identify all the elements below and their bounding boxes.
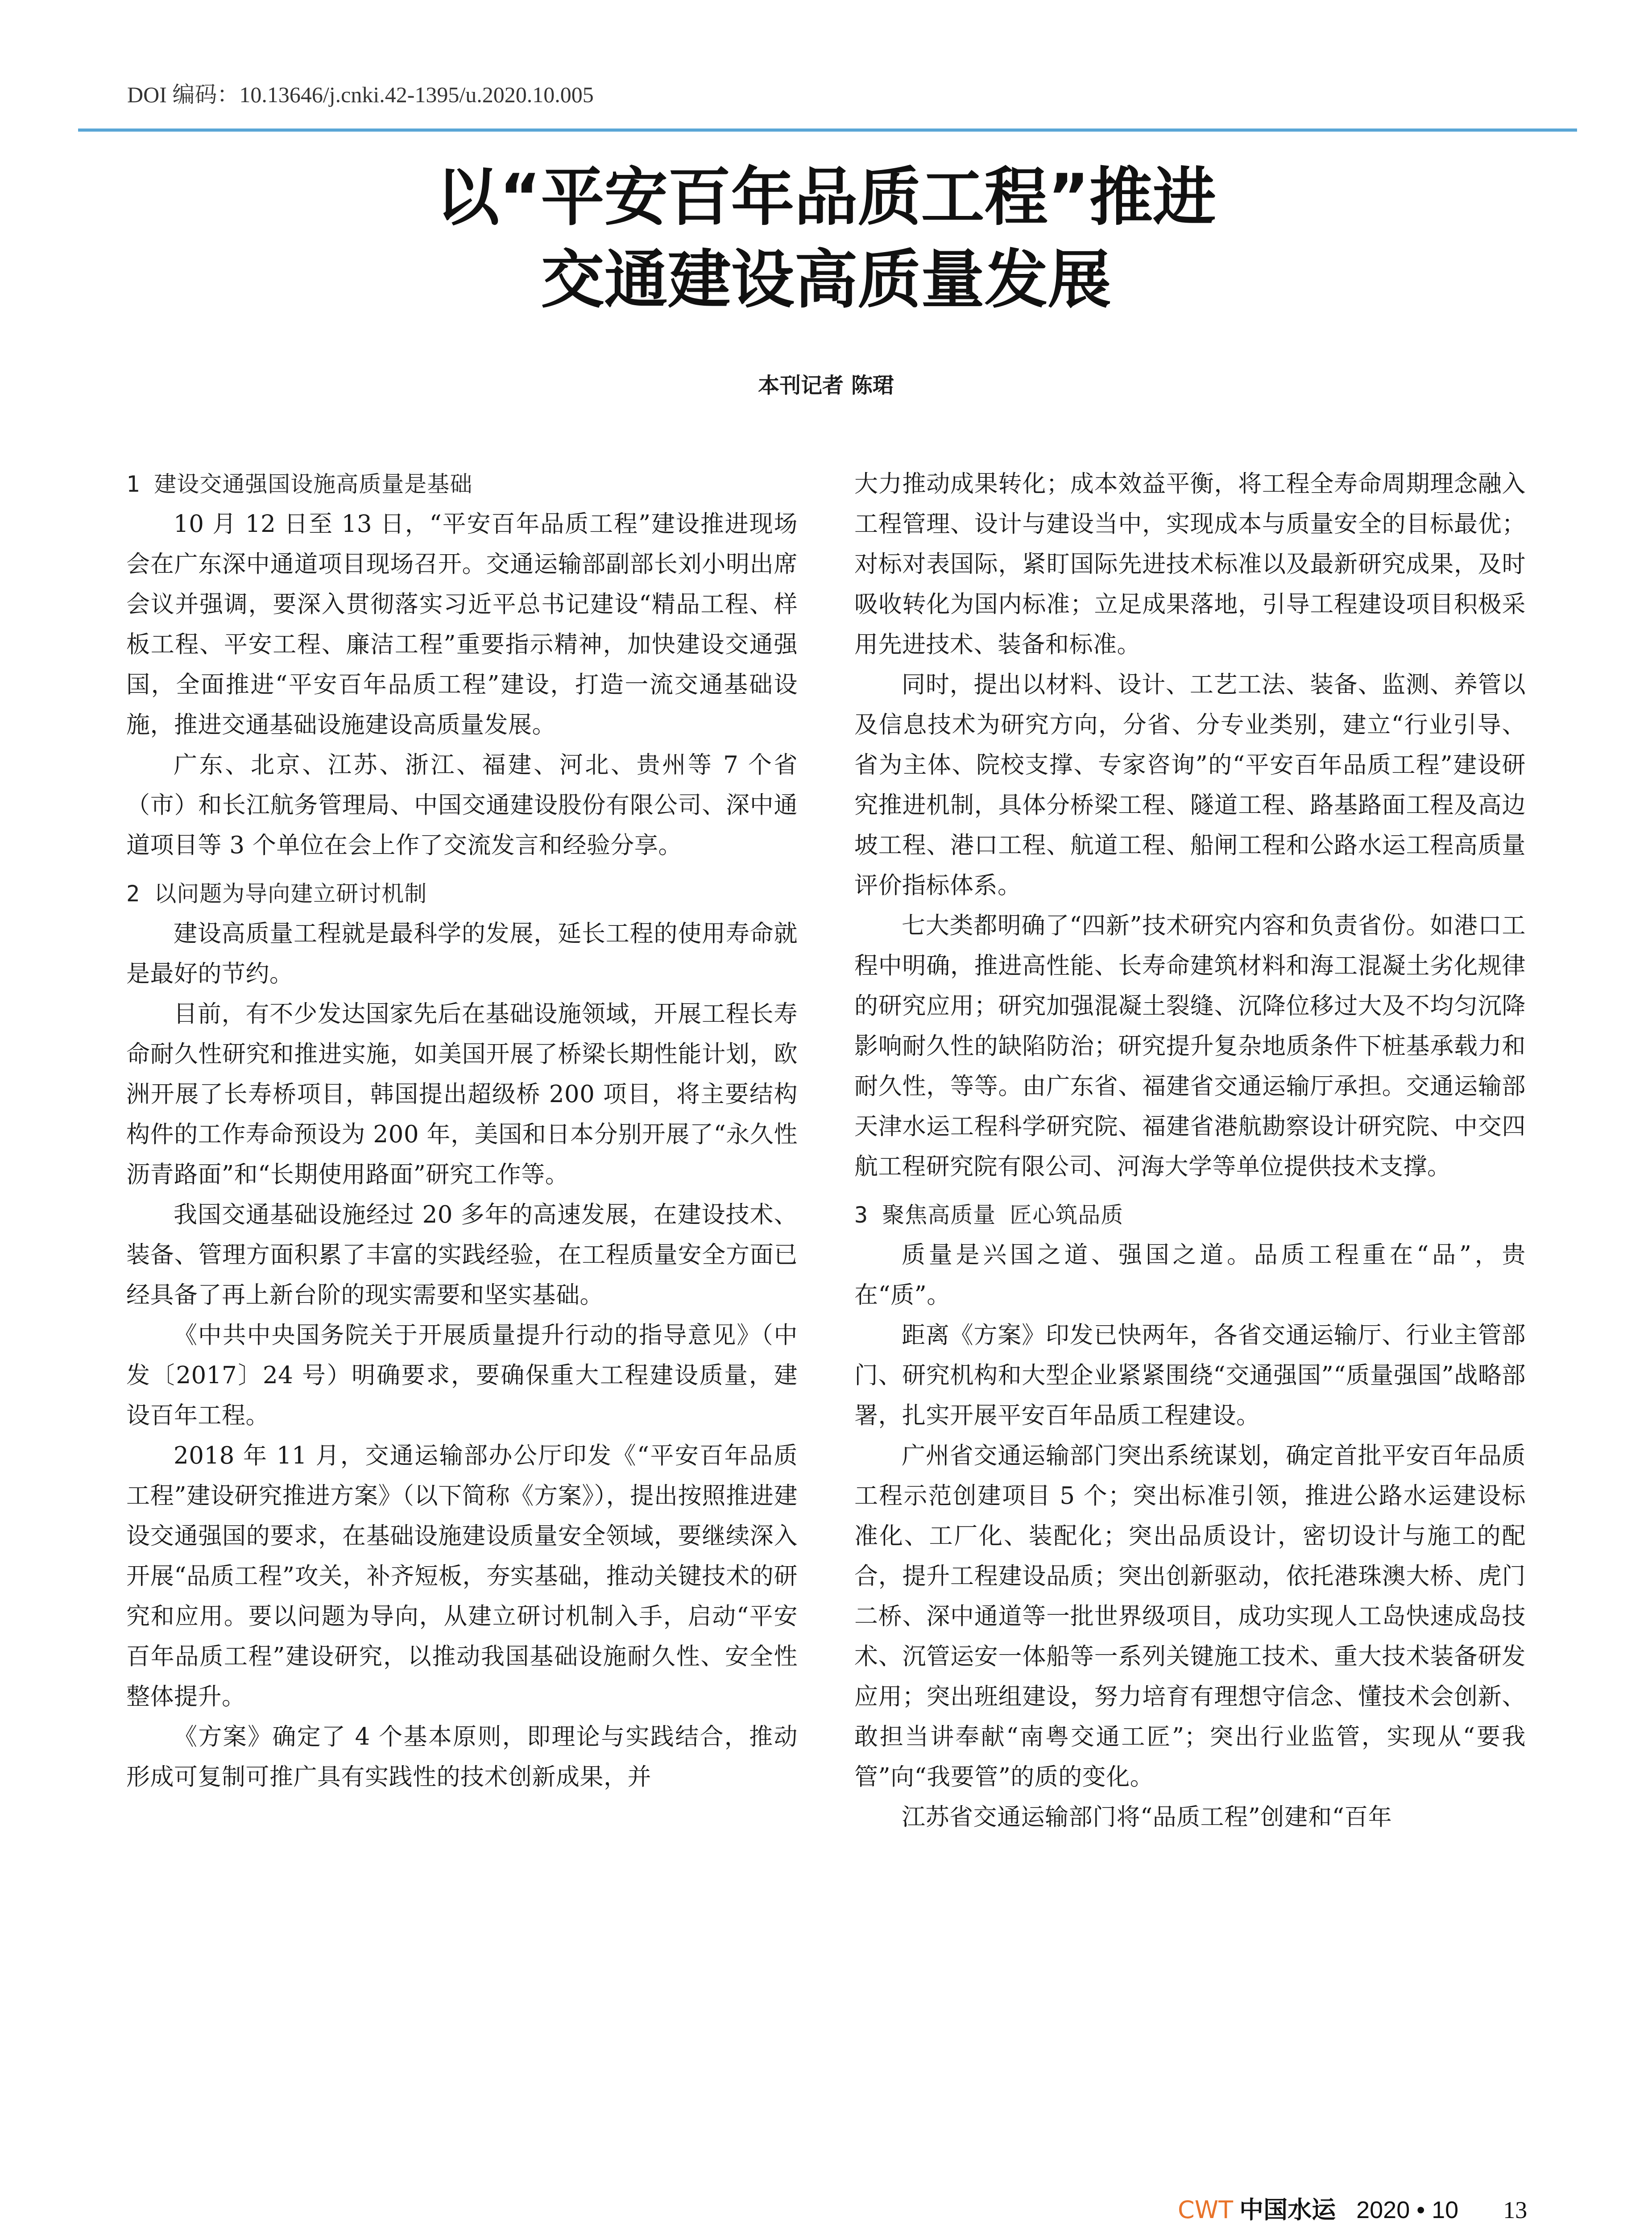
journal-name: 中国水运 [1239, 2195, 1336, 2224]
header-rule [78, 129, 1577, 132]
title-line-1: 以“平安百年品质工程”推进 [436, 161, 1216, 234]
paragraph: 《中共中央国务院关于开展质量提升行动的指导意见》（中发〔2017〕24 号）明确要求，要确保重大工程建设质量，建设百年工程。 [126, 1322, 798, 1429]
paragraph: 七大类都明确了“四新”技术研究内容和负责省份。如港口工程中明确，推进高性能、长寿命建筑材料和海工混凝土劣化规律的研究应用；研究加强混凝土裂缝、沉降位移过大及不均匀沉降影响耐久性的缺陷防治；研究提升复杂地质条件下桩基承载力和耐久性，等等。由广东省、福建省交通运输厅承担。交通运输部天津水运工程科学研究院、福建省港航勘察设计研究院、中交四航工程研究院有限公司、河海大学等单位提供技术支撑。 [854, 912, 1526, 1180]
paragraph: 目前，有不少发达国家先后在基础设施领域，开展工程长寿命耐久性研究和推进实施，如美国开展了桥梁长期性能计划，欧洲开展了长寿桥项目，韩国提出超级桥 200 项目，将主要结构构件的工作寿命预设为 200 年，美国和日本分别开展了“永久性沥青路面”和“长期使用路面”研究工作等。 [126, 1000, 798, 1188]
paragraph: 质量是兴国之道、强国之道。品质工程重在“品”，贵在“质”。 [854, 1241, 1526, 1309]
journal-logo-latin: CWT [1178, 2196, 1234, 2224]
page-number: 13 [1503, 2197, 1528, 2223]
article-title [0, 156, 1652, 321]
right-column [854, 464, 1526, 1837]
left-column [126, 464, 798, 1797]
paragraph: 10 月 12 日至 13 日，“平安百年品质工程”建设推进现场会在广东深中通道项目现场召开。交通运输部副部长刘小明出席会议并强调，要深入贯彻落实习近平总书记建设“精品工程、样板工程、平安工程、廉洁工程”重要指示精神，加快建设交通强国，全面推进“平安百年品质工程”建设，打造一流交通基础设施，推进交通基础设施建设高质量发展。 [126, 510, 798, 738]
section-heading-3: 3 聚焦高质量 匠心筑品质 [854, 1202, 1124, 1228]
paragraph: 《方案》确定了 4 个基本原则，即理论与实践结合，推动形成可复制可推广具有实践性的技术创新成果，并 [126, 1723, 798, 1791]
paragraph: 江苏省交通运输部门将“品质工程”创建和“百年 [902, 1804, 1392, 1831]
paragraph: 距离《方案》印发已快两年，各省交通运输厅、行业主管部门、研究机构和大型企业紧紧围绕“交通强国”“质量强国”战略部署，扎实开展平安百年品质工程建设。 [854, 1322, 1526, 1429]
section-heading-1: 1 建设交通强国设施高质量是基础 [126, 471, 473, 497]
paragraph: 广州省交通运输部门突出系统谋划，确定首批平安百年品质工程示范创建项目 5 个；突出标准引领，推进公路水运建设标准化、工厂化、装配化；突出品质设计，密切设计与施工的配合，提升工程建设品质；突出创新驱动，依托港珠澳大桥、虎门二桥、深中通道等一批世界级项目，成功实现人工岛快速成岛技术、沉管运安一体船等一系列关键施工技术、重大技术装备研发应用；突出班组建设，努力培育有理想守信念、懂技术会创新、敢担当讲奉献“南粤交通工匠”；突出行业监管，实现从“要我管”向“我要管”的质的变化。 [854, 1442, 1526, 1791]
title-line-2: 交通建设高质量发展 [541, 243, 1111, 317]
author-byline: 本刊记者 陈珺 [758, 373, 894, 398]
paragraph: 广东、北京、江苏、浙江、福建、河北、贵州等 7 个省（市）和长江航务管理局、中国交通建设股份有限公司、深中通道项目等 3 个单位在会上作了交流发言和经验分享。 [126, 751, 798, 859]
doi-line: DOI 编码：10.13646/j.cnki.42-1395/u.2020.10.005 [127, 82, 594, 107]
page-footer [1178, 2191, 1527, 2225]
paragraph: 同时，提出以材料、设计、工艺工法、装备、监测、养管以及信息技术为研究方向，分省、分专业类别，建立“行业引导、省为主体、院校支撑、专家咨询”的“平安百年品质工程”建设研究推进机制，具体分桥梁工程、隧道工程、路基路面工程及高边坡工程、港口工程、航道工程、船闸工程和公路水运工程高质量评价指标体系。 [854, 671, 1526, 899]
paragraph: 2018 年 11 月，交通运输部办公厅印发《“平安百年品质工程”建设研究推进方案》（以下简称《方案》），提出按照推进建设交通强国的要求，在基础设施建设质量安全领域，要继续深入开展“品质工程”攻关，补齐短板，夯实基础，推动关键技术的研究和应用。要以问题为导向，从建立研讨机制入手，启动“平安百年品质工程”建设研究，以推动我国基础设施耐久性、安全性整体提升。 [126, 1442, 798, 1710]
paragraph: 我国交通基础设施经过 20 多年的高速发展，在建设技术、装备、管理方面积累了丰富的实践经验，在工程质量安全方面已经具备了再上新台阶的现实需要和坚实基础。 [126, 1201, 798, 1309]
paragraph-continuation: 大力推动成果转化；成本效益平衡，将工程全寿命周期理念融入工程管理、设计与建设当中，实现成本与质量安全的目标最优；对标对表国际，紧盯国际先进技术标准以及最新研究成果，及时吸收转化为国内标准；立足成果落地，引导工程建设项目积极采用先进技术、装备和标准。 [854, 470, 1526, 658]
section-heading-2: 2 以问题为导向建立研讨机制 [126, 881, 427, 907]
issue-number: 2020 • 10 [1356, 2197, 1459, 2223]
paragraph: 建设高质量工程就是最科学的发展，延长工程的使用寿命就是最好的节约。 [126, 920, 798, 987]
